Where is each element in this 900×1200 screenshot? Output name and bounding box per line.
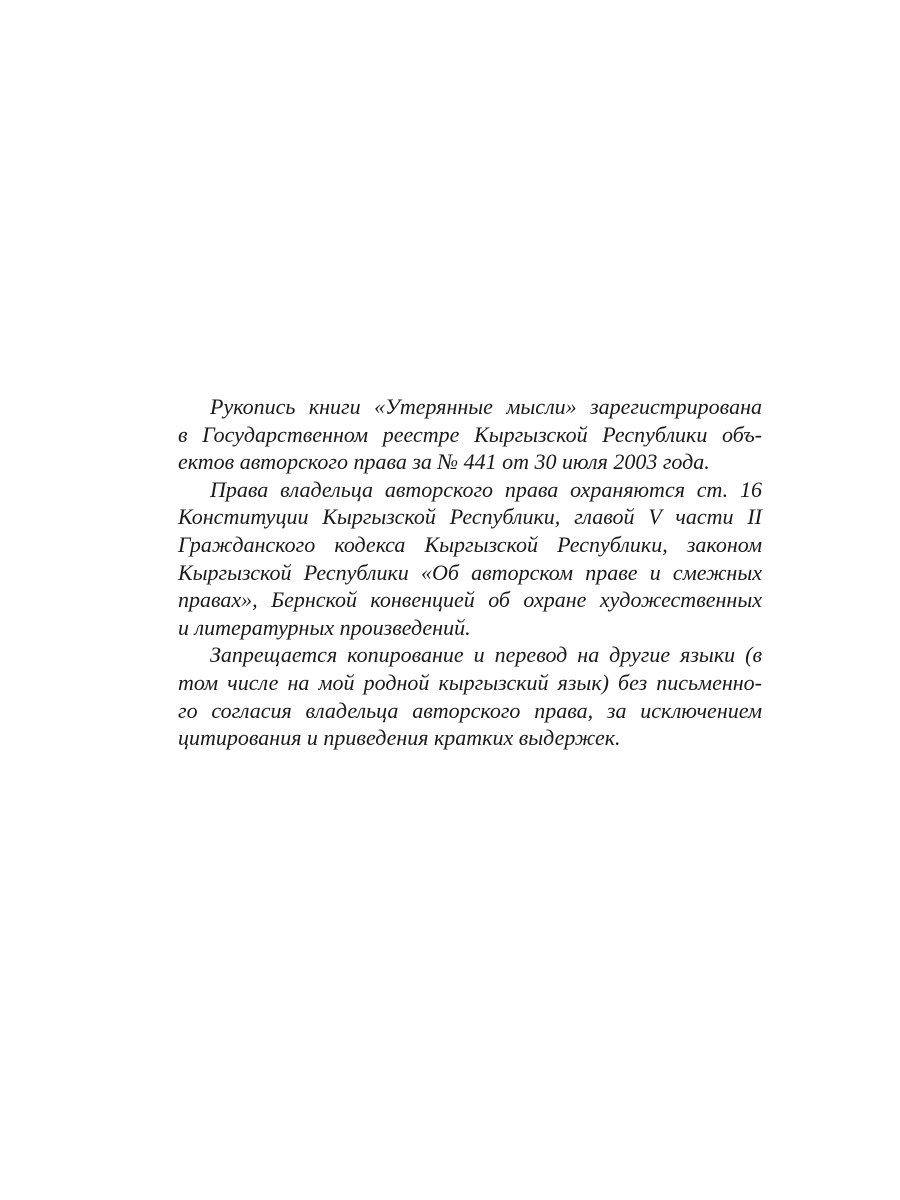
text-line: Конституции Кыргызской Республики, главой V части II	[178, 504, 762, 530]
text-line: в Государственном реестре Кыргызской Республики объ-	[178, 421, 762, 447]
text-line: цитирования и приведения кратких выдержек.	[178, 725, 621, 751]
text-line: правах», Бернской конвенцией об охране художественных	[178, 587, 762, 613]
text-line: ектов авторского права за № 441 от 30 июля 2003 года.	[178, 449, 710, 475]
text-line: Гражданского кодекса Кыргызской Республики, законом	[178, 531, 762, 557]
paragraph-registration	[178, 393, 762, 476]
text-line: Кыргызской Республики «Об авторском праве и смежных	[178, 559, 762, 585]
text-line: Запрещается копирование и перевод на другие языки (в	[210, 642, 762, 668]
text-line: Права владельца авторского права охраняются ст. 16	[210, 476, 762, 502]
text-line: Рукопись книги «Утерянные мысли» зарегистрирована	[210, 394, 762, 419]
paragraph-rights-protection	[178, 476, 762, 642]
text-line: го согласия владельца авторского права, за исключением	[178, 697, 762, 723]
copyright-notice	[178, 393, 762, 752]
text-line: том числе на мой родной кыргызский язык) без письменно-	[178, 669, 762, 695]
text-line: и литературных произведений.	[178, 614, 471, 640]
paragraph-prohibition	[178, 641, 762, 751]
